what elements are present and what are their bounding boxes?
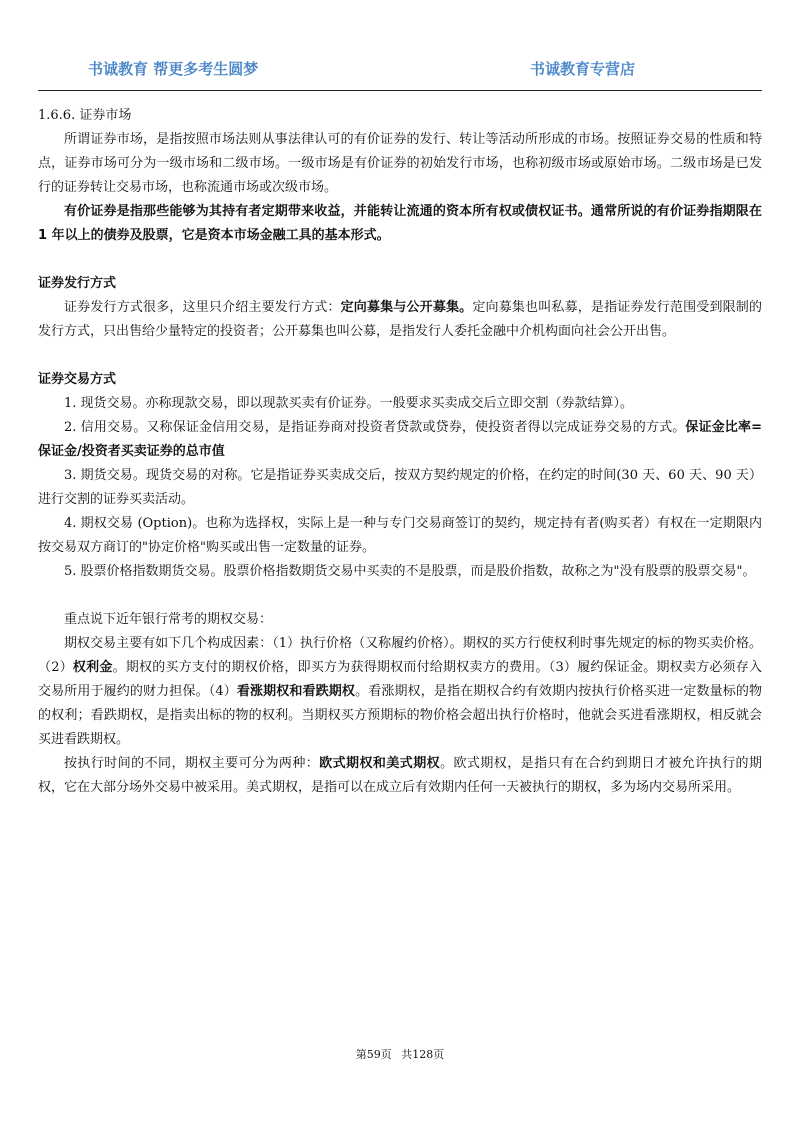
options-intro: 重点说下近年银行常考的期权交易： (64, 612, 273, 627)
paragraph-securities-market: 所谓证券市场，是指按照市场法则从事法律认可的有价证券的发行、转让等活动所形成的市场。按照证券交易的性质和特点，证券市场可分为一级市场和二级市场。一级市场是有价证券的初始发行市场，也称初级市场或原始市场。二级市场是已发行的证券转让交易市场，也称流通市场或次级市场。 (38, 132, 762, 195)
paragraph-issuance: 证券发行方式很多，这里只介绍主要发行方式：定向募集与公开募集。定向募集也叫私募，是指证券发行范围受到限制的发行方式，只出售给少量特定的投资者；公开募集也叫公募，是指发行人委托金融中介机构面向社会公开出售。 (38, 300, 762, 339)
header-slogan: 书诚教育 帮更多考生圆梦 (88, 60, 259, 78)
list-item: 2. 信用交易。又称保证金信用交易，是指证券商对投资者贷款或贷券，使投资者得以完成证券交易的方式。保证金比率=保证金/投资者买卖证券的总市值 (38, 420, 762, 459)
paragraph-option-types: 按执行时间的不同，期权主要可分为两种：欧式期权和美式期权。欧式期权，是指只有在合约到期日才被允许执行的期权，它在大部分场外交易中被采用。美式期权，是指可以在成立后有效期内任何一天被执行的期权，多为场内交易所采用。 (38, 756, 762, 795)
heading-trading: 证券交易方式 (38, 372, 117, 387)
list-item: 3. 期货交易。现货交易的对称。它是指证券买卖成交后，按双方契约规定的价格，在约定的时间(30 天、60 天、90 天）进行交割的证券买卖活动。 (38, 468, 762, 507)
list-item: 1. 现货交易。亦称现款交易，即以现款买卖有价证券。一般要求买卖成交后立即交割（券款结算）。 (64, 396, 634, 411)
page-total: 共128页 (401, 1048, 445, 1061)
heading-issuance: 证券发行方式 (38, 276, 117, 291)
paragraph-valuable-securities: 有价证券是指那些能够为其持有者定期带来收益，并能转让流通的资本所有权或债权证书。通常所说的有价证券指期限在 1 年以上的债券及股票，它是资本市场金融工具的基本形式。 (38, 204, 762, 243)
list-item: 5. 股票价格指数期货交易。股票价格指数期货交易中买卖的不是股票，而是股价指数，故称之为"没有股票的股票交易"。 (64, 564, 756, 579)
list-item: 4. 期权交易 (Option)。也称为选择权，实际上是一种与专门交易商签订的契约，规定持有者(购买者）有权在一定期限内按交易双方商订的"协定价格"购买或出售一定数量的证券。 (38, 516, 762, 555)
page-number: 第59页 (355, 1048, 392, 1061)
header-store-name: 书诚教育专营店 (530, 60, 636, 78)
document-body (38, 104, 762, 800)
section-title: 1.6.6. 证券市场 (38, 108, 132, 123)
paragraph-option-elements: 期权交易主要有如下几个构成因素：（1）执行价格（又称履约价格）。期权的买方行使权利时事先规定的标的物买卖价格。（2）权利金。期权的买方支付的期权价格，即买方为获得期权而付给期权卖方的费用。（3）履约保证金。期权卖方必须存入交易所用于履约的财力担保。（4）看涨期权和看跌期权。看涨期权，是指在期权合约有效期内按执行价格买进一定数量标的物的权利；看跌期权，是指卖出标的物的权利。当期权买方预期标的物价格会超出执行价格时，他就会买进看涨期权，相反就会买进看跌期权。 (38, 636, 762, 747)
header-divider (38, 90, 762, 91)
page-footer (0, 1046, 800, 1062)
